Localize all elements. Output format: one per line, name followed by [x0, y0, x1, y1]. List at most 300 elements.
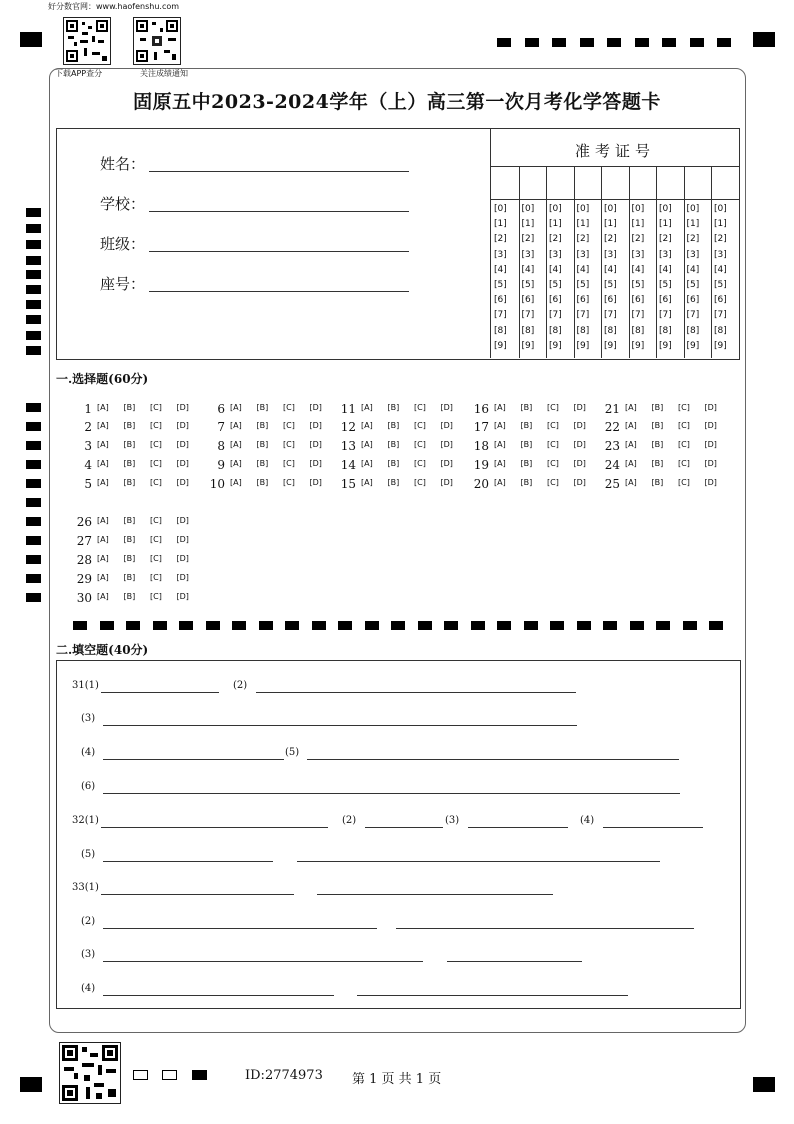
option-bubble[interactable]: [C] — [150, 478, 162, 487]
exam-digit-bubble[interactable]: [8] — [686, 325, 700, 336]
option-bubble[interactable]: [D] — [309, 459, 322, 468]
option-bubble[interactable]: [C] — [150, 421, 162, 430]
corner-mark-bottom-left — [20, 1077, 42, 1092]
option-letter: A — [100, 459, 106, 468]
card-id-qr-code — [59, 1042, 121, 1104]
option-bubble[interactable]: [D] — [309, 478, 322, 487]
exam-digit-bubble[interactable]: [3] — [686, 249, 700, 260]
option-bubble[interactable]: [D] — [176, 535, 189, 544]
option-bubble[interactable]: [B] — [520, 459, 533, 468]
option-letter: A — [364, 403, 370, 412]
option-bubble[interactable]: [C] — [150, 573, 162, 582]
option-bubble[interactable]: [B] — [256, 421, 269, 430]
exam-digit-bubble[interactable]: [3] — [659, 249, 672, 260]
exam-digit-bubble[interactable]: [4] — [549, 264, 562, 275]
exam-digit-bubble[interactable]: [8] — [549, 325, 562, 336]
exam-digit: 3 — [690, 249, 696, 260]
exam-digit: 1 — [717, 219, 724, 230]
exam-digit-bubble[interactable]: [8] — [631, 325, 645, 336]
exam-digit-bubble[interactable]: [6] — [549, 295, 562, 306]
exam-digit-bubble[interactable]: [0] — [576, 204, 590, 214]
option-bubble[interactable]: [D] — [176, 459, 189, 468]
option-bubble[interactable]: [A] — [230, 459, 242, 468]
exam-digit-bubble[interactable]: [5] — [604, 280, 617, 290]
option-bubble[interactable]: [B] — [256, 403, 269, 412]
option-bubble[interactable]: [A] — [97, 554, 109, 563]
option-letter: B — [259, 478, 266, 487]
option-bubble[interactable]: [A] — [494, 459, 506, 468]
exam-digit-bubble[interactable]: [4] — [494, 264, 507, 275]
q31-5-label: (5) — [285, 747, 300, 758]
option-bubble[interactable]: [B] — [123, 516, 136, 525]
option-bubble[interactable]: [B] — [256, 459, 269, 468]
option-bubble[interactable]: [D] — [176, 554, 189, 563]
option-bubble[interactable]: [C] — [150, 516, 162, 525]
exam-digit-bubble[interactable]: [6] — [494, 295, 507, 306]
exam-digit-bubble[interactable]: [3] — [714, 249, 727, 260]
exam-digit-bubble[interactable]: [5] — [494, 280, 507, 290]
q32-4-line[interactable] — [603, 827, 703, 828]
option-bubble[interactable]: [D] — [440, 440, 453, 449]
option-bubble[interactable]: [A] — [361, 459, 373, 468]
option-bubble[interactable]: [B] — [520, 440, 533, 449]
q33-4-line-a[interactable] — [103, 995, 334, 996]
exam-digit-bubble[interactable]: [4] — [714, 264, 727, 275]
exam-digit: 5 — [607, 280, 614, 290]
exam-digit: 5 — [525, 280, 531, 290]
option-bubble[interactable]: [B] — [387, 403, 400, 412]
option-bubble[interactable]: [A] — [625, 421, 637, 430]
download-app-qr-code — [63, 17, 111, 65]
exam-digit-bubble[interactable]: [0] — [549, 204, 562, 214]
option-bubble[interactable]: [A] — [230, 478, 242, 487]
exam-digit-bubble[interactable]: [1] — [659, 219, 672, 230]
exam-digit-bubble[interactable]: [7] — [521, 310, 535, 321]
option-bubble[interactable]: [D] — [309, 440, 322, 449]
exam-digit-bubble[interactable]: [1] — [521, 219, 535, 230]
exam-digit-bubble[interactable]: [7] — [494, 310, 507, 321]
exam-digit-bubble[interactable]: [7] — [604, 310, 617, 321]
exam-digit-bubble[interactable]: [1] — [576, 219, 590, 230]
exam-digit: 5 — [717, 280, 724, 290]
option-bubble[interactable]: [C] — [547, 459, 559, 468]
exam-digit-bubble[interactable]: [5] — [521, 280, 535, 290]
q33-3-line-b[interactable] — [447, 961, 582, 962]
exam-digit-bubble[interactable]: [9] — [549, 340, 562, 351]
option-bubble[interactable]: [A] — [361, 403, 373, 412]
option-bubble[interactable]: [C] — [414, 478, 426, 487]
exam-digit-bubble[interactable]: [4] — [604, 264, 617, 275]
option-letter: D — [179, 440, 186, 449]
option-bubble[interactable]: [C] — [678, 403, 690, 412]
option-bubble[interactable]: [A] — [97, 516, 109, 525]
q32-3-label: (3) — [445, 815, 460, 826]
option-bubble[interactable]: [B] — [520, 421, 533, 430]
question-number: 1 — [84, 402, 92, 416]
option-bubble[interactable]: [A] — [361, 440, 373, 449]
q33-3-line-a[interactable] — [103, 961, 423, 962]
option-bubble[interactable]: [C] — [547, 403, 559, 412]
question-number: 12 — [340, 420, 356, 434]
option-letter: A — [364, 459, 370, 468]
option-bubble[interactable]: [D] — [440, 459, 453, 468]
option-bubble[interactable]: [C] — [678, 421, 690, 430]
exam-digit-bubble[interactable]: [8] — [714, 325, 727, 336]
option-bubble[interactable]: [C] — [283, 440, 295, 449]
option-bubble[interactable]: [C] — [150, 403, 162, 412]
exam-digit-bubble[interactable]: [9] — [604, 340, 617, 351]
option-letter: B — [390, 440, 397, 449]
exam-digit-bubble[interactable]: [2] — [714, 234, 727, 245]
option-bubble[interactable]: [C] — [283, 478, 295, 487]
option-letter: C — [286, 403, 292, 412]
option-bubble[interactable]: [C] — [150, 592, 162, 601]
option-bubble[interactable]: [B] — [256, 478, 269, 487]
exam-digit-bubble[interactable]: [2] — [494, 234, 507, 245]
exam-digit-bubble[interactable]: [7] — [549, 310, 562, 321]
option-bubble[interactable]: [B] — [651, 421, 664, 430]
exam-digit-bubble[interactable]: [9] — [576, 340, 590, 351]
option-bubble[interactable]: [B] — [123, 573, 136, 582]
exam-digit-bubble[interactable]: [9] — [521, 340, 535, 351]
option-bubble[interactable]: [A] — [361, 478, 373, 487]
option-bubble[interactable]: [A] — [97, 535, 109, 544]
exam-digit-bubble[interactable]: [9] — [714, 340, 727, 351]
exam-digit-bubble[interactable]: [8] — [521, 325, 535, 336]
option-bubble[interactable]: [D] — [573, 440, 586, 449]
option-bubble[interactable]: [B] — [256, 440, 269, 449]
exam-digit-bubble[interactable]: [1] — [686, 219, 700, 230]
exam-digit-bubble[interactable]: [5] — [549, 280, 562, 290]
option-bubble[interactable]: [A] — [97, 592, 109, 601]
sheet-type-box-1 — [133, 1070, 148, 1080]
corner-mark-top-right — [753, 32, 775, 47]
option-bubble[interactable]: [C] — [547, 478, 559, 487]
option-bubble[interactable]: [B] — [123, 592, 136, 601]
option-letter: B — [259, 403, 266, 412]
q31-6-line[interactable] — [103, 793, 680, 794]
exam-digit-bubble[interactable]: [2] — [631, 234, 645, 245]
exam-digit-bubble[interactable]: [8] — [576, 325, 590, 336]
option-bubble[interactable]: [A] — [494, 421, 506, 430]
exam-digit-bubble[interactable]: [4] — [686, 264, 700, 275]
option-bubble[interactable]: [C] — [547, 440, 559, 449]
option-bubble[interactable]: [B] — [123, 403, 136, 412]
option-bubble[interactable]: [B] — [651, 440, 664, 449]
option-bubble[interactable]: [A] — [494, 478, 506, 487]
exam-digit-bubble[interactable]: [2] — [521, 234, 535, 245]
option-bubble[interactable]: [A] — [625, 478, 637, 487]
q33-2-line-b[interactable] — [396, 928, 694, 929]
exam-digit-bubble[interactable]: [7] — [714, 310, 727, 321]
top-mark — [717, 38, 731, 47]
option-bubble[interactable]: [A] — [97, 459, 109, 468]
option-bubble[interactable]: [D] — [440, 421, 453, 430]
option-letter: D — [576, 403, 583, 412]
option-letter: C — [153, 421, 159, 430]
option-bubble[interactable]: [C] — [678, 440, 690, 449]
option-letter: B — [523, 440, 530, 449]
exam-digit-bubble[interactable]: [6] — [686, 295, 700, 306]
exam-digit-bubble[interactable]: [1] — [604, 219, 617, 230]
exam-digit-bubble[interactable]: [2] — [604, 234, 617, 245]
exam-digit-bubble[interactable]: [7] — [659, 310, 672, 321]
option-bubble[interactable]: [B] — [123, 440, 136, 449]
option-bubble[interactable]: [B] — [651, 403, 664, 412]
exam-digit: 9 — [635, 340, 641, 351]
left-mark — [26, 256, 41, 265]
option-bubble[interactable]: [C] — [678, 478, 690, 487]
option-bubble[interactable]: [C] — [414, 403, 426, 412]
question-number: 4 — [84, 458, 92, 472]
option-bubble[interactable]: [A] — [494, 440, 506, 449]
exam-digit-bubble[interactable]: [4] — [631, 264, 645, 275]
option-bubble[interactable]: [B] — [123, 478, 136, 487]
q32-3-line[interactable] — [468, 827, 568, 828]
option-bubble[interactable]: [B] — [123, 459, 136, 468]
exam-digit: 0 — [497, 204, 504, 214]
option-bubble[interactable]: [A] — [361, 421, 373, 430]
option-bubble[interactable]: [A] — [97, 403, 109, 412]
exam-digit-bubble[interactable]: [6] — [576, 295, 590, 306]
option-bubble[interactable]: [B] — [651, 478, 664, 487]
exam-digit-bubble[interactable]: [6] — [631, 295, 645, 306]
q31-2-line[interactable] — [256, 692, 576, 693]
option-bubble[interactable]: [D] — [176, 440, 189, 449]
exam-digit: 2 — [525, 234, 531, 245]
exam-digit-bubble[interactable]: [3] — [604, 249, 617, 260]
option-bubble[interactable]: [C] — [414, 459, 426, 468]
exam-digit-bubble[interactable]: [7] — [576, 310, 590, 321]
exam-digit: 2 — [607, 234, 614, 245]
school-field[interactable] — [149, 211, 409, 212]
option-letter: B — [126, 421, 133, 430]
exam-digit-bubble[interactable]: [3] — [521, 249, 535, 260]
option-bubble[interactable]: [D] — [573, 421, 586, 430]
exam-digit: 1 — [635, 219, 641, 230]
option-bubble[interactable]: [D] — [704, 440, 717, 449]
option-letter: C — [286, 478, 292, 487]
exam-digit-bubble[interactable]: [3] — [494, 249, 507, 260]
option-bubble[interactable]: [B] — [387, 440, 400, 449]
seat-field[interactable] — [149, 291, 409, 292]
exam-digit-bubble[interactable]: [6] — [521, 295, 535, 306]
exam-digit: 1 — [662, 219, 669, 230]
left-mark — [26, 574, 41, 583]
exam-digit-bubble[interactable]: [8] — [659, 325, 672, 336]
option-letter: A — [100, 516, 106, 525]
exam-digit-bubble[interactable]: [5] — [576, 280, 590, 290]
option-letter: A — [233, 421, 239, 430]
exam-digit: 3 — [497, 249, 504, 260]
q32-5-line-b[interactable] — [297, 861, 660, 862]
option-bubble[interactable]: [D] — [440, 478, 453, 487]
exam-digit-bubble[interactable]: [3] — [631, 249, 645, 260]
question-number: 11 — [340, 402, 356, 416]
option-bubble[interactable]: [C] — [414, 421, 426, 430]
exam-digit-bubble[interactable]: [2] — [576, 234, 590, 245]
class-field[interactable] — [149, 251, 409, 252]
option-bubble[interactable]: [C] — [150, 459, 162, 468]
option-letter: B — [654, 403, 661, 412]
option-bubble[interactable]: [B] — [123, 554, 136, 563]
q31-4-line[interactable] — [103, 759, 284, 760]
q33-1-line-a[interactable] — [101, 894, 294, 895]
option-bubble[interactable]: [B] — [387, 421, 400, 430]
option-letter: D — [576, 440, 583, 449]
exam-digit-bubble[interactable]: [0] — [604, 204, 617, 214]
exam-digit-bubble[interactable]: [6] — [714, 295, 727, 306]
exam-digit-bubble[interactable]: [2] — [686, 234, 700, 245]
exam-digit-bubble[interactable]: [2] — [659, 234, 672, 245]
q31-3-line[interactable] — [103, 725, 577, 726]
option-bubble[interactable]: [D] — [176, 478, 189, 487]
option-bubble[interactable]: [C] — [283, 421, 295, 430]
option-letter: C — [681, 478, 687, 487]
exam-digit: 8 — [525, 325, 531, 336]
exam-digit-bubble[interactable]: [9] — [631, 340, 645, 351]
option-bubble[interactable]: [C] — [150, 535, 162, 544]
exam-digit-bubble[interactable]: [6] — [659, 295, 672, 306]
exam-digit-bubble[interactable]: [0] — [631, 204, 645, 214]
exam-digit-bubble[interactable]: [8] — [604, 325, 617, 336]
exam-digit-bubble[interactable]: [3] — [576, 249, 590, 260]
exam-digit-bubble[interactable]: [5] — [714, 280, 727, 290]
exam-digit-bubble[interactable]: [2] — [549, 234, 562, 245]
option-bubble[interactable]: [D] — [309, 403, 322, 412]
exam-digit-bubble[interactable]: [9] — [494, 340, 507, 351]
exam-digit-bubble[interactable]: [5] — [659, 280, 672, 290]
option-letter: D — [707, 440, 714, 449]
option-letter: C — [417, 440, 423, 449]
option-bubble[interactable]: [A] — [97, 440, 109, 449]
left-mark — [26, 403, 41, 412]
option-bubble[interactable]: [D] — [176, 573, 189, 582]
exam-digit-bubble[interactable]: [4] — [659, 264, 672, 275]
exam-digit-bubble[interactable]: [0] — [494, 204, 507, 214]
exam-digit-bubble[interactable]: [9] — [686, 340, 700, 351]
exam-digit-bubble[interactable]: [7] — [686, 310, 700, 321]
q32-2-line[interactable] — [365, 827, 443, 828]
exam-digit-bubble[interactable]: [7] — [631, 310, 645, 321]
q32-5-line-a[interactable] — [103, 861, 273, 862]
option-bubble[interactable]: [D] — [176, 592, 189, 601]
option-bubble[interactable]: [C] — [283, 459, 295, 468]
exam-digit-bubble[interactable]: [3] — [549, 249, 562, 260]
question-number: 2 — [84, 420, 92, 434]
option-bubble[interactable]: [D] — [573, 478, 586, 487]
option-bubble[interactable]: [B] — [520, 478, 533, 487]
exam-digit-bubble[interactable]: [8] — [494, 325, 507, 336]
option-bubble[interactable]: [C] — [547, 421, 559, 430]
exam-digit-bubble[interactable]: [9] — [659, 340, 672, 351]
option-bubble[interactable]: [A] — [625, 403, 637, 412]
option-bubble[interactable]: [D] — [176, 516, 189, 525]
option-bubble[interactable]: [B] — [651, 459, 664, 468]
option-letter: D — [576, 478, 583, 487]
option-bubble[interactable]: [C] — [414, 440, 426, 449]
q33-2-line-a[interactable] — [103, 928, 377, 929]
exam-digit: 7 — [690, 310, 696, 321]
q31-5-line[interactable] — [307, 759, 679, 760]
option-bubble[interactable]: [A] — [625, 440, 637, 449]
option-bubble[interactable]: [D] — [176, 421, 189, 430]
option-bubble[interactable]: [A] — [97, 478, 109, 487]
exam-digit: 4 — [717, 264, 724, 275]
option-bubble[interactable]: [D] — [440, 403, 453, 412]
option-letter: D — [179, 554, 186, 563]
exam-digit-bubble[interactable]: [1] — [494, 219, 507, 230]
option-bubble[interactable]: [B] — [387, 478, 400, 487]
option-bubble[interactable]: [A] — [97, 421, 109, 430]
option-bubble[interactable]: [C] — [150, 554, 162, 563]
option-bubble[interactable]: [A] — [230, 440, 242, 449]
q31-1-line[interactable] — [101, 692, 219, 693]
option-bubble[interactable]: [B] — [123, 421, 136, 430]
option-bubble[interactable]: [B] — [123, 535, 136, 544]
exam-digit-bubble[interactable]: [0] — [659, 204, 672, 214]
option-bubble[interactable]: [C] — [283, 403, 295, 412]
left-mark — [26, 285, 41, 294]
q32-1-line[interactable] — [101, 827, 328, 828]
corner-mark-bottom-right — [753, 1077, 775, 1092]
exam-digit-bubble[interactable]: [5] — [631, 280, 645, 290]
name-field[interactable] — [149, 171, 409, 172]
option-letter: A — [100, 554, 106, 563]
left-mark — [26, 460, 41, 469]
exam-digit-bubble[interactable]: [0] — [521, 204, 535, 214]
left-mark — [26, 517, 41, 526]
option-letter: D — [312, 421, 319, 430]
option-bubble[interactable]: [A] — [230, 421, 242, 430]
option-bubble[interactable]: [D] — [704, 403, 717, 412]
option-bubble[interactable]: [C] — [678, 459, 690, 468]
option-bubble[interactable]: [D] — [573, 459, 586, 468]
exam-digit-bubble[interactable]: [1] — [549, 219, 562, 230]
option-bubble[interactable]: [D] — [176, 403, 189, 412]
exam-digit-bubble[interactable]: [1] — [714, 219, 727, 230]
option-bubble[interactable]: [A] — [97, 573, 109, 582]
option-bubble[interactable]: [B] — [520, 403, 533, 412]
exam-digit: 6 — [552, 295, 559, 306]
q32-5-label: (5) — [81, 849, 96, 860]
top-mark — [607, 38, 621, 47]
exam-digit-bubble[interactable]: [4] — [521, 264, 535, 275]
exam-digit-bubble[interactable]: [1] — [631, 219, 645, 230]
option-bubble[interactable]: [D] — [704, 478, 717, 487]
q33-1-line-b[interactable] — [317, 894, 553, 895]
option-bubble[interactable]: [A] — [625, 459, 637, 468]
option-letter: A — [628, 403, 634, 412]
q33-4-line-b[interactable] — [357, 995, 628, 996]
option-bubble[interactable]: [D] — [573, 403, 586, 412]
exam-number-column-divider — [574, 166, 575, 358]
option-bubble[interactable]: [D] — [704, 459, 717, 468]
exam-digit-bubble[interactable]: [0] — [714, 204, 727, 214]
q33-2-label: (2) — [81, 916, 96, 927]
exam-digit-bubble[interactable]: [6] — [604, 295, 617, 306]
option-bubble[interactable]: [A] — [494, 403, 506, 412]
option-bubble[interactable]: [D] — [309, 421, 322, 430]
option-bubble[interactable]: [B] — [387, 459, 400, 468]
exam-digit-bubble[interactable]: [4] — [576, 264, 590, 275]
option-bubble[interactable]: [C] — [150, 440, 162, 449]
exam-digit-bubble[interactable]: [0] — [686, 204, 700, 214]
exam-number-column-divider — [546, 166, 547, 358]
option-bubble[interactable]: [D] — [704, 421, 717, 430]
exam-digit-bubble[interactable]: [5] — [686, 280, 700, 290]
option-bubble[interactable]: [A] — [230, 403, 242, 412]
